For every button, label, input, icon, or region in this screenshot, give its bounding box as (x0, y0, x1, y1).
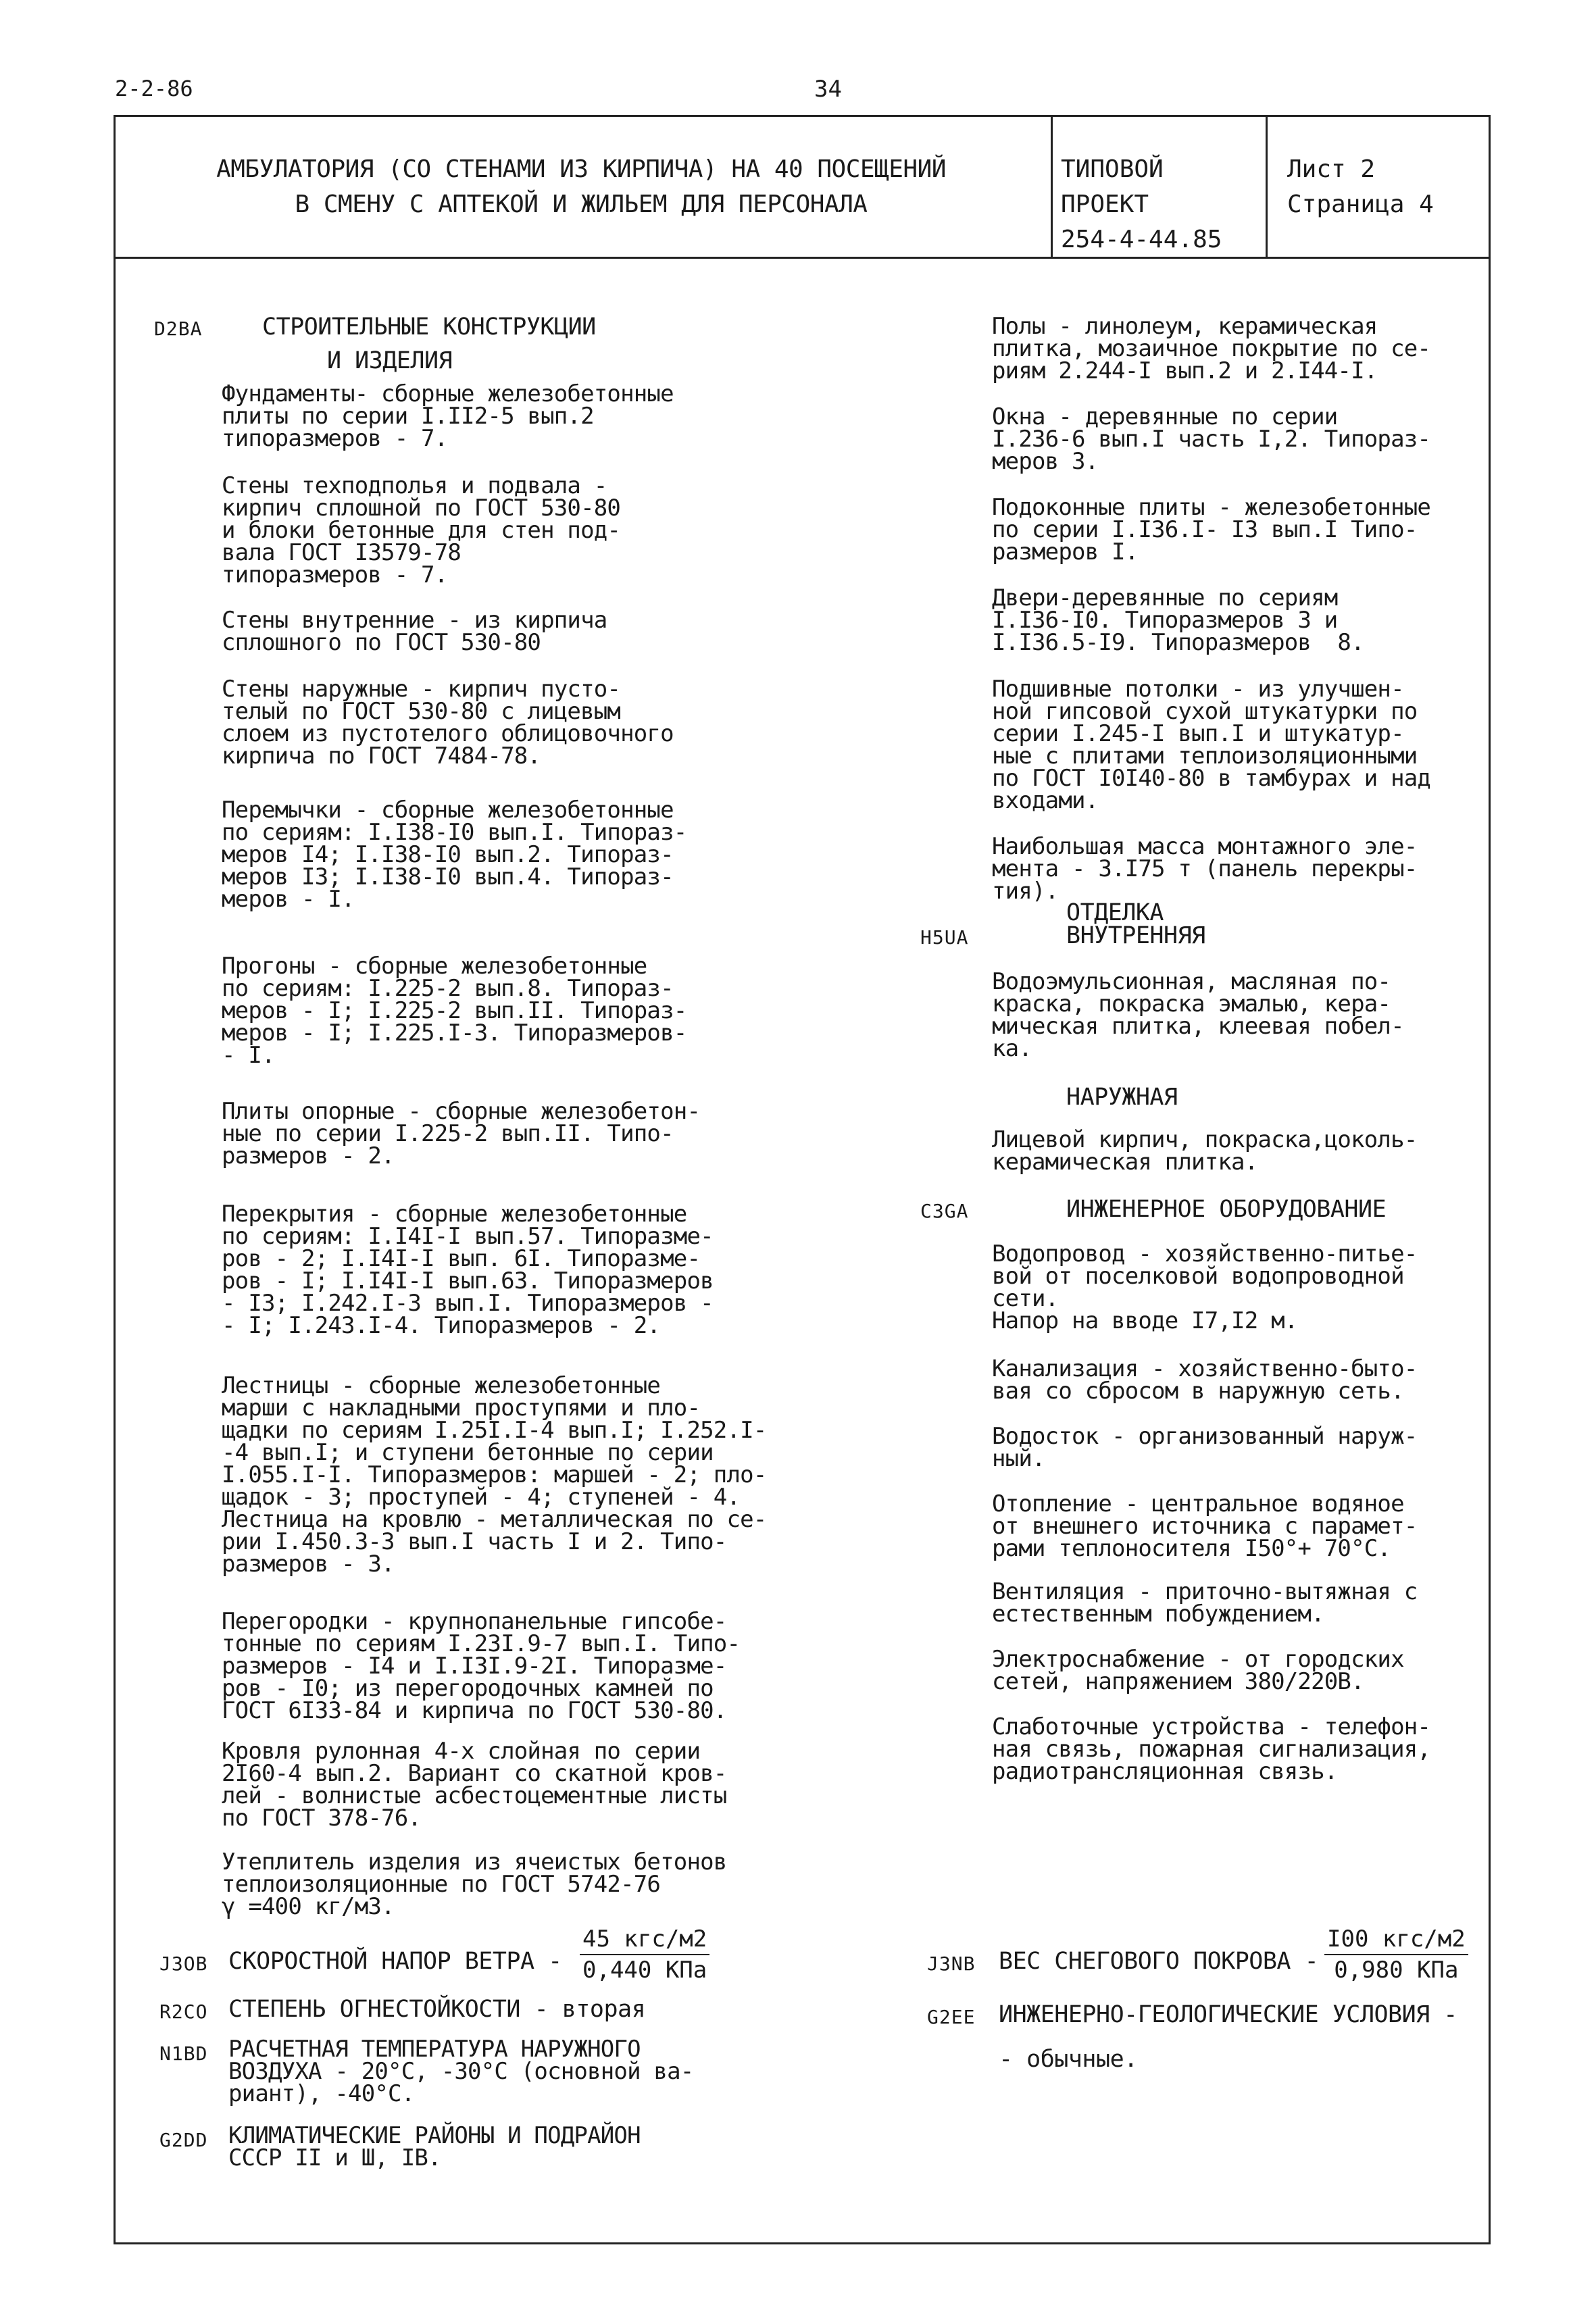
foundations-paragraph: Фундаменты- сборные железобетонные плиты по серии I.II2-5 вып.2 типоразмеров - 7. (222, 380, 674, 452)
windows-paragraph: Окна - деревянные по серии I.236-6 вып.I часть I,2. Типораз- меров 3. (992, 403, 1431, 475)
partitions-paragraph: Перегородки - крупнопанельные гипсобе- тонные по сериям I.23I.9-7 вып.I. Типо- размеров - I4 и I.I3I.9-2I. Типоразме- ров - I0; из перегородочных камней по ГОСТ 6I33-84 и кирпича по ГОСТ 530-80. (222, 1608, 741, 1724)
page-in-sheet: Страница 4 (1287, 191, 1434, 218)
outer-finish-paragraph: Лицевой кирпич, покраска,цоколь- керамическая плитка. (992, 1126, 1418, 1176)
title-line-1: АМБУЛАТОРИЯ (СО СТЕНАМИ ИЗ КИРПИЧА) НА 40 ПОСЕЩЕНИЙ (216, 155, 946, 183)
code-temperature: N1BD (159, 2042, 208, 2065)
snow-load-value (1324, 1924, 1468, 1985)
snow-load-kgs: I00 кгс/м2 (1324, 1924, 1468, 1955)
header-divider (114, 257, 1491, 259)
geology-conditions-value: - обычные. (999, 2046, 1138, 2073)
code-finish: H5UA (920, 926, 969, 949)
fire-resistance: СТЕПЕНЬ ОГНЕСТОЙКОСТИ - вторая (228, 1996, 646, 2023)
project-label: ТИПОВОЙ ПРОЕКТ (1061, 155, 1164, 218)
project-number: 254-4-44.85 (1061, 226, 1222, 253)
insulation-paragraph: Утеплитель изделия из ячеистых бетонов теплоизоляционные по ГОСТ 5742-76 γ =400 кг/м3. (222, 1848, 727, 1920)
code-constructions: D2BA (154, 318, 203, 340)
purlins-paragraph: Прогоны - сборные железобетонные по сериям: I.225-2 вып.8. Типораз- меров - I; I.225-2 вып.II. Типораз- меров - I; I.225.I-3. Типоразмеров- - I. (222, 953, 687, 1069)
snow-load-kpa: 0,980 КПа (1334, 1957, 1459, 1984)
power-supply-paragraph: Электроснабжение - от городских сетей, напряжением 380/220В. (992, 1646, 1404, 1695)
code-fire: R2CO (159, 2001, 208, 2023)
design-temperature: РАСЧЕТНАЯ ТЕМПЕРАТУРА НАРУЖНОГО ВОЗДУХА - 20°С, -30°С (основной ва- риант), -40°С. (228, 2036, 694, 2107)
wind-pressure-kgs: 45 кгс/м2 (580, 1924, 709, 1955)
ventilation-paragraph: Вентиляция - приточно-вытяжная с естественным побуждением. (992, 1578, 1418, 1628)
code-engineering: C3GA (920, 1200, 969, 1222)
basement-walls-paragraph: Стены техподполья и подвала - кирпич сплошной по ГОСТ 530-80 и блоки бетонные для стен под- вала ГОСТ I3579-78 типоразмеров - 7. (222, 472, 621, 588)
wind-pressure-value (580, 1924, 709, 1985)
doors-paragraph: Двери-деревянные по сериям I.I36-I0. Типоразмеров 3 и I.I36.5-I9. Типоразмеров 8. (992, 584, 1364, 656)
finish-heading: ОТДЕЛКА (1066, 899, 1164, 926)
inner-walls-paragraph: Стены внутренние - из кирпича сплошного по ГОСТ 530-80 (222, 607, 607, 656)
inner-finish-paragraph: Водоэмульсионная, масляная по- краска, покраска эмалью, кера- мическая плитка, клеевая побел- ка. (992, 968, 1404, 1062)
drainage-paragraph: Водосток - организованный наруж- ный. (992, 1423, 1418, 1472)
section-heading-constructions-2: И ИЗДЕЛИЯ (327, 347, 453, 374)
inner-finish-heading: ВНУТРЕННЯЯ (1066, 922, 1205, 949)
code-geology: G2EE (927, 2006, 976, 2028)
outer-walls-paragraph: Стены наружные - кирпич пусто- телый по ГОСТ 530-80 с лицевым слоем из пустотелого облицовочного кирпича по ГОСТ 7484-78. (222, 676, 674, 770)
sheet-number: Лист 2 (1287, 155, 1376, 183)
header-divider-1 (1051, 115, 1053, 257)
sheet-cell (1287, 152, 1483, 222)
sills-paragraph: Подоконные плиты - железобетонные по серии I.I36.I- I3 вып.I Типо- размеров I. (992, 494, 1431, 565)
header-divider-2 (1266, 115, 1268, 257)
ceilings-paragraph: Подшивные потолки - из улучшен- ной гипсовой сухой штукатурки по серии I.245-I вып.I и штукатур- ные с плитами теплоизоляционными по ГОСТ I0I40-80 в тамбурах и над входами. (992, 676, 1431, 814)
code-climate: G2DD (159, 2129, 208, 2151)
engineering-heading: ИНЖЕНЕРНОЕ ОБОРУДОВАНИЕ (1066, 1196, 1387, 1223)
title-line-2: В СМЕНУ С АПТЕКОЙ И ЖИЛЬЕМ ДЛЯ ПЕРСОНАЛА (295, 191, 868, 218)
low-current-paragraph: Слаботочные устройства - телефон- ная связь, пожарная сигнализация, радиотрансляционная связь. (992, 1713, 1431, 1785)
climate-regions: КЛИМАТИЧЕСКИЕ РАЙОНЫ И ПОДРАЙОН СССР II и Ш, IВ. (228, 2122, 641, 2171)
floors-slabs-paragraph: Перекрытия - сборные железобетонные по сериям: I.I4I-I вып.57. Типоразме- ров - 2; I.I4I-I вып. 6I. Типоразме- ров - I; I.I4I-I вып.63. Типоразмеров - I3; I.242.I-3 вып.I. Типоразмеров - - I; I.243.I-4. Типоразмеров - 2. (222, 1201, 714, 1339)
water-supply-paragraph: Водопровод - хозяйственно-питье- вой от поселковой водопроводной сети. Напор на вводе I7,I2 м. (992, 1240, 1418, 1334)
max-mass-paragraph: Наибольшая масса монтажного эле- мента - 3.I75 т (панель перекры- тия). (992, 833, 1418, 905)
section-heading-constructions: СТРОИТЕЛЬНЫЕ КОНСТРУКЦИИ (262, 313, 596, 341)
corner-reference: 2-2-86 (115, 76, 193, 101)
sewerage-paragraph: Канализация - хозяйственно-быто- вая со сбросом в наружную сеть. (992, 1355, 1418, 1405)
wind-pressure-label: СКОРОСТНОЙ НАПОР ВЕТРА - (228, 1948, 562, 1975)
geology-conditions-label: ИНЖЕНЕРНО-ГЕОЛОГИЧЕСКИЕ УСЛОВИЯ - (999, 2001, 1457, 2028)
stairs-paragraph: Лестницы - сборные железобетонные марши с накладными проступями и пло- щадки по сериям I.25I.I-4 вып.I; I.252.I- -4 вып.I; и ступени бетонные по серии I.055.I-I. Типоразмеров: маршей - 2; пло- щадок - 3; проступей - 4; ступеней - 4. Лестница на кровлю - металлическая по се- рии I.450.3-3 вып.I часть I и 2. Типо- размеров - 3. (222, 1372, 767, 1578)
code-wind: J3OB (159, 1953, 208, 1975)
outer-finish-heading: НАРУЖНАЯ (1066, 1084, 1178, 1111)
document-title (128, 152, 1034, 222)
project-cell (1061, 152, 1264, 257)
floors-paragraph: Полы - линолеум, керамическая плитка, мозаичное покрытие по се- риям 2.244-I вып.2 и 2.I44-I. (992, 313, 1431, 384)
roofing-paragraph: Кровля рулонная 4-х слойная по серии 2I60-4 вып.2. Вариант со скатной кров- лей - волнистые асбестоцементные листы по ГОСТ 378-76. (222, 1738, 727, 1832)
heating-paragraph: Отопление - центральное водяное от внешнего источника с парамет- рами теплоносителя I50°+ 70°С. (992, 1490, 1418, 1562)
snow-load-label: ВЕС СНЕГОВОГО ПОКРОВА - (999, 1948, 1319, 1975)
page-number: 34 (814, 76, 842, 103)
code-snow: J3NB (927, 1953, 976, 1975)
support-plates-paragraph: Плиты опорные - сборные железобетон- ные по серии I.225-2 вып.II. Типо- размеров - 2. (222, 1098, 701, 1169)
lintels-paragraph: Перемычки - сборные железобетонные по сериям: I.I38-I0 вып.I. Типораз- меров I4; I.I38-I0 вып.2. Типораз- меров I3; I.I38-I0 вып.4. Типораз- меров - I. (222, 797, 687, 913)
wind-pressure-kpa: 0,440 КПа (582, 1957, 707, 1984)
